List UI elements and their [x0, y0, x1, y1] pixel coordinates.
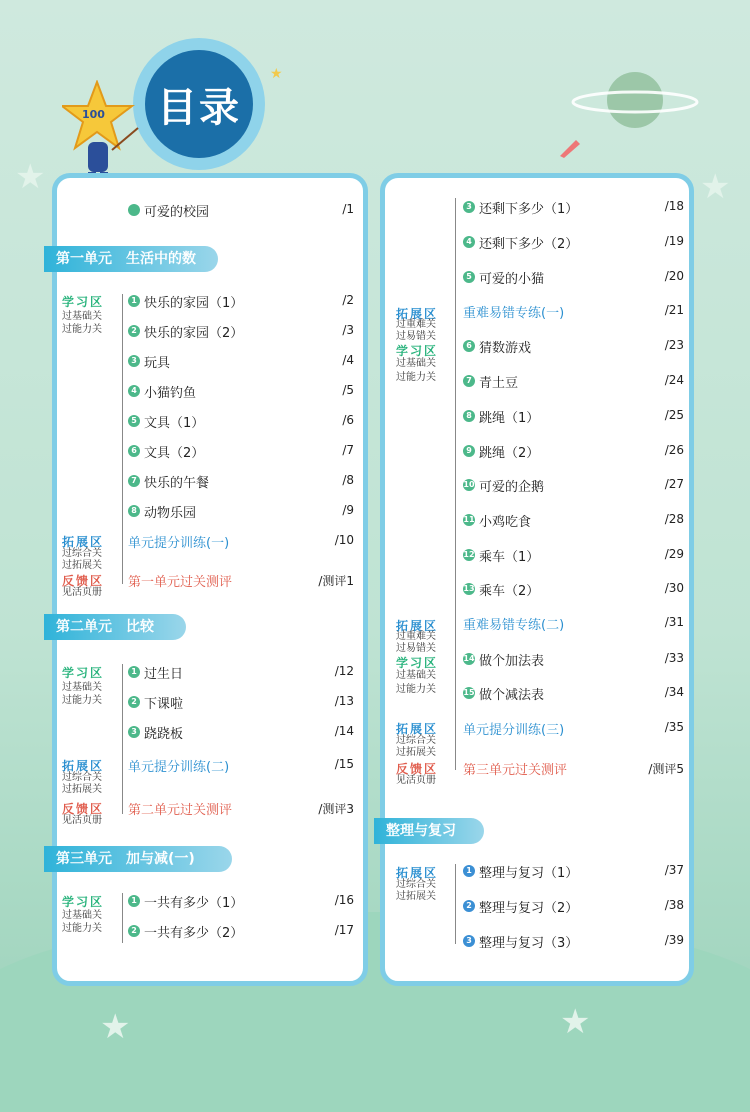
toc-item[interactable]: 快乐的午餐: [144, 476, 210, 491]
sparkle-icon: ★: [270, 66, 283, 82]
item-number-icon: 11: [463, 515, 475, 524]
toc-page: /7: [342, 443, 354, 457]
toc-page: /26: [664, 443, 684, 457]
toc-line: [122, 664, 123, 814]
unit-1-title: 第一单元 生活中的数: [44, 246, 218, 272]
zone-sub: 过基础关: [62, 311, 102, 322]
item-number-icon: 4: [128, 385, 140, 397]
toc-item-training[interactable]: 单元提分训练(一): [128, 536, 230, 551]
toc-item[interactable]: 做个加法表: [479, 654, 545, 669]
item-number-icon: 12: [463, 550, 475, 559]
toc-item[interactable]: 整理与复习（3）: [479, 936, 579, 951]
toc-item[interactable]: 青土豆: [479, 376, 519, 391]
zone-sub: 过能力关: [62, 695, 102, 706]
item-number-icon: 1: [128, 895, 140, 907]
item-number-icon: 13: [463, 584, 475, 593]
toc-item[interactable]: 一共有多少（1）: [144, 896, 244, 911]
zone-sub: 过综合关: [396, 735, 436, 746]
mascot-label: 100: [82, 108, 105, 121]
item-number-icon: 9: [463, 445, 475, 457]
toc-page: /35: [664, 720, 684, 734]
toc-item[interactable]: 小鸡吃食: [479, 515, 532, 530]
zone-sub: 过拓展关: [396, 747, 436, 758]
toc-item[interactable]: 快乐的家园（1）: [144, 296, 244, 311]
intro-dot-icon: [128, 204, 140, 216]
toc-item[interactable]: 玩具: [144, 356, 171, 371]
zone-sub: 过拓展关: [396, 891, 436, 902]
toc-item[interactable]: 乘车（1）: [479, 550, 540, 565]
item-number-icon: 5: [128, 415, 140, 427]
toc-item[interactable]: 可爱的小猫: [479, 272, 545, 287]
star-decoration-icon: ★: [700, 167, 731, 207]
toc-page: /38: [664, 898, 684, 912]
zone-sub: 过基础关: [396, 670, 436, 681]
review-unit-title: 整理与复习: [374, 818, 484, 844]
intro-page: /1: [342, 202, 354, 216]
toc-item[interactable]: 快乐的家园（2）: [144, 326, 244, 341]
toc-item[interactable]: 跳绳（2）: [479, 446, 540, 461]
toc-page: /39: [664, 933, 684, 947]
toc-page: /14: [334, 724, 354, 738]
toc-page: /29: [664, 547, 684, 561]
toc-page: /30: [664, 581, 684, 595]
zone-sub: 过综合关: [62, 548, 102, 559]
item-number-icon: 7: [463, 375, 475, 387]
toc-item-test[interactable]: 第一单元过关测评: [128, 575, 233, 590]
toc-page: /测评5: [648, 762, 684, 776]
item-number-icon: 2: [128, 696, 140, 708]
zone-sub: 过综合关: [62, 772, 102, 783]
zone-learn: 学习区: [62, 895, 105, 909]
toc-item-test[interactable]: 第三单元过关测评: [463, 763, 568, 778]
toc-page: /12: [334, 664, 354, 678]
zone-ext: 拓展区: [396, 722, 439, 736]
toc-item[interactable]: 跳绳（1）: [479, 411, 540, 426]
toc-page: /2: [342, 293, 354, 307]
toc-item[interactable]: 下课啦: [144, 697, 184, 712]
toc-item[interactable]: 跷跷板: [144, 727, 184, 742]
toc-page: /6: [342, 413, 354, 427]
zone-learn: 学习区: [62, 666, 105, 680]
zone-ext: 拓展区: [396, 619, 439, 633]
item-number-icon: 6: [128, 445, 140, 457]
toc-page: /测评1: [318, 574, 354, 588]
zone-fb: 反馈区: [62, 802, 105, 816]
zone-ext: 拓展区: [62, 759, 105, 773]
toc-page: /15: [334, 757, 354, 771]
toc-page: /31: [664, 615, 684, 629]
toc-item-test[interactable]: 第二单元过关测评: [128, 803, 233, 818]
item-number-icon: 6: [463, 340, 475, 352]
toc-page: /5: [342, 383, 354, 397]
item-number-icon: 15: [463, 688, 475, 697]
rocket-icon: [556, 136, 584, 160]
item-number-icon: 2: [128, 925, 140, 937]
toc-page: /21: [664, 303, 684, 317]
item-number-icon: 2: [128, 325, 140, 337]
zone-sub: 过基础关: [396, 358, 436, 369]
toc-item[interactable]: 乘车（2）: [479, 584, 540, 599]
toc-page: /13: [334, 694, 354, 708]
toc-page: /3: [342, 323, 354, 337]
toc-line: [455, 864, 456, 944]
zone-learn: 学习区: [396, 344, 439, 358]
item-number-icon: 8: [128, 505, 140, 517]
toc-page: /18: [664, 199, 684, 213]
item-number-icon: 2: [463, 900, 475, 912]
zone-learn: 学习区: [396, 656, 439, 670]
item-number-icon: 1: [128, 666, 140, 678]
star-decoration-icon: ★: [100, 1007, 131, 1047]
toc-item-practice[interactable]: 重难易错专练(一): [463, 306, 565, 321]
zone-learn: 学习区: [62, 295, 105, 309]
toc-item[interactable]: 还剩下多少（2）: [479, 237, 579, 252]
zone-ext: 拓展区: [396, 307, 439, 321]
zone-fb: 反馈区: [62, 574, 105, 588]
toc-page: /33: [664, 651, 684, 665]
item-number-icon: 1: [128, 295, 140, 307]
toc-item[interactable]: 做个减法表: [479, 688, 545, 703]
toc-page: /16: [334, 893, 354, 907]
item-number-icon: 3: [128, 726, 140, 738]
item-number-icon: 4: [463, 236, 475, 248]
item-number-icon: 3: [463, 201, 475, 213]
toc-page: /8: [342, 473, 354, 487]
intro-item[interactable]: 可爱的校园: [144, 205, 210, 220]
zone-sub: 过综合关: [396, 879, 436, 890]
toc-page: /17: [334, 923, 354, 937]
zone-sub: 过基础关: [62, 910, 102, 921]
zone-sub: 过能力关: [396, 684, 436, 695]
toc-page: /24: [664, 373, 684, 387]
toc-page: /27: [664, 477, 684, 491]
toc-line: [122, 294, 123, 584]
toc-item[interactable]: 文具（2）: [144, 446, 205, 461]
item-number-icon: 7: [128, 475, 140, 487]
toc-item[interactable]: 整理与复习（1）: [479, 866, 579, 881]
item-number-icon: 10: [463, 480, 475, 489]
toc-page: /4: [342, 353, 354, 367]
star-decoration-icon: ★: [15, 157, 46, 197]
toc-item[interactable]: 过生日: [144, 667, 184, 682]
toc-item-practice[interactable]: 重难易错专练(二): [463, 618, 565, 633]
zone-sub: 过重难关: [396, 319, 436, 330]
toc-item-training[interactable]: 单元提分训练(三): [463, 723, 565, 738]
toc-page: /25: [664, 408, 684, 422]
zone-sub: 过易错关: [396, 331, 436, 342]
zone-sub: 过基础关: [62, 682, 102, 693]
toc-page: /19: [664, 234, 684, 248]
zone-sub: 过拓展关: [62, 560, 102, 571]
toc-page: /20: [664, 269, 684, 283]
toc-page: /9: [342, 503, 354, 517]
zone-sub: 过能力关: [62, 324, 102, 335]
toc-item[interactable]: 动物乐园: [144, 506, 197, 521]
item-number-icon: 5: [463, 271, 475, 283]
item-number-icon: 1: [463, 865, 475, 877]
toc-page: /28: [664, 512, 684, 526]
toc-item[interactable]: 猜数游戏: [479, 341, 532, 356]
unit-2-title: 第二单元 比较: [44, 614, 186, 640]
toc-page: /测评3: [318, 802, 354, 816]
toc-item[interactable]: 整理与复习（2）: [479, 901, 579, 916]
star-decoration-icon: ★: [560, 1002, 591, 1042]
toc-item[interactable]: 还剩下多少（1）: [479, 202, 579, 217]
toc-line: [122, 893, 123, 943]
zone-sub: 见活页册: [62, 815, 102, 826]
planet-icon: [565, 60, 705, 140]
toc-page: /37: [664, 863, 684, 877]
zone-fb: 反馈区: [396, 762, 439, 776]
item-number-icon: 3: [463, 935, 475, 947]
zone-ext: 拓展区: [62, 535, 105, 549]
toc-page: /23: [664, 338, 684, 352]
zone-sub: 见活页册: [62, 587, 102, 598]
zone-sub: 过拓展关: [62, 784, 102, 795]
unit-3-title: 第三单元 加与减(一): [44, 846, 232, 872]
toc-item[interactable]: 一共有多少（2）: [144, 926, 244, 941]
toc-page: /10: [334, 533, 354, 547]
toc-item[interactable]: 可爱的企鹅: [479, 480, 545, 495]
zone-sub: 过重难关: [396, 631, 436, 642]
toc-item[interactable]: 文具（1）: [144, 416, 205, 431]
zone-sub: 过能力关: [396, 372, 436, 383]
toc-page: /34: [664, 685, 684, 699]
item-number-icon: 8: [463, 410, 475, 422]
item-number-icon: 3: [128, 355, 140, 367]
toc-line: [455, 198, 456, 770]
item-number-icon: 14: [463, 654, 475, 663]
zone-sub: 过能力关: [62, 923, 102, 934]
page-title: 目录: [145, 50, 253, 158]
toc-item-training[interactable]: 单元提分训练(二): [128, 760, 230, 775]
zone-sub: 见活页册: [396, 775, 436, 786]
toc-item[interactable]: 小猫钓鱼: [144, 386, 197, 401]
zone-sub: 过易错关: [396, 643, 436, 654]
zone-ext: 拓展区: [396, 866, 439, 880]
